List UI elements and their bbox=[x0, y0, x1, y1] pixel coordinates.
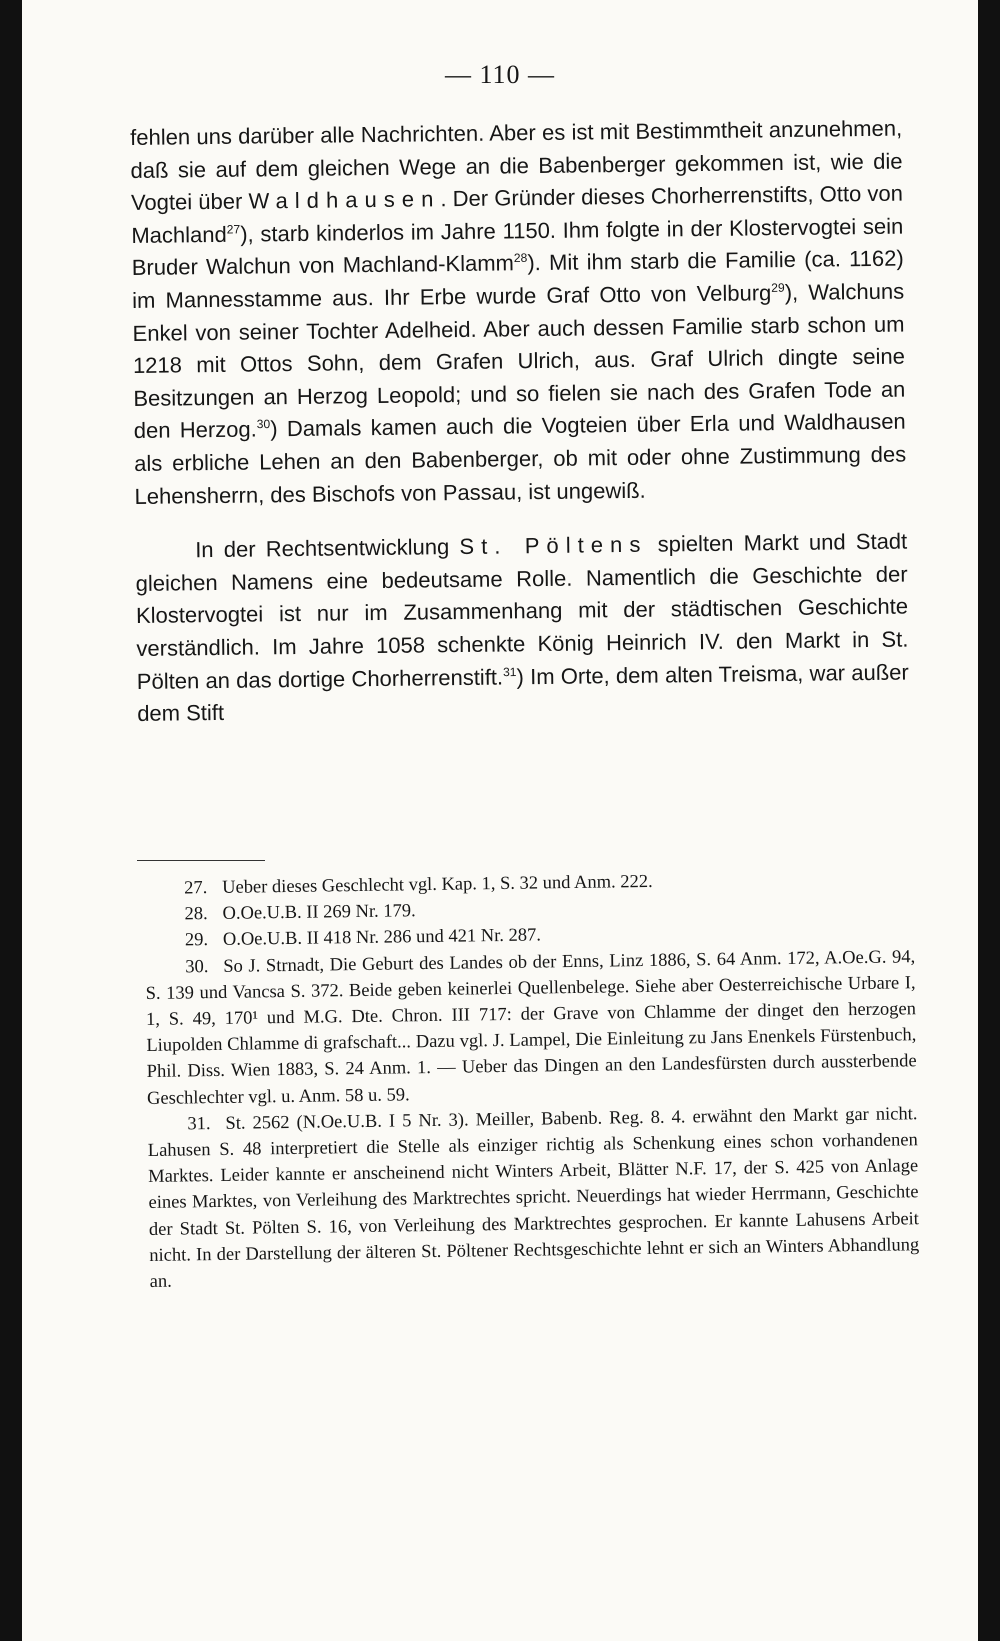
footnote-number: 30. bbox=[185, 956, 209, 978]
paragraph-2-text-3: ) Im Orte, dem alten Treisma, war außer dem Stift bbox=[137, 659, 909, 727]
footnote-ref-28: 28 bbox=[513, 251, 528, 266]
page-number: — 110 — bbox=[444, 60, 556, 89]
footnote-number: 28. bbox=[184, 904, 208, 925]
footnote-number: 27. bbox=[184, 878, 208, 899]
paragraph-1-text-6: ) Damals kamen auch die Vogteien über Erla und Waldhausen als erbliche Lehen an den Babenberger, ob mit oder ohne Zustimmung des Lehensherrn, des Bischofs von Passau, ist ungewiß. bbox=[134, 408, 907, 509]
footnote-separator bbox=[137, 860, 265, 861]
footnote-text: O.Oe.U.B. II 418 Nr. 286 und 421 Nr. 287. bbox=[222, 925, 542, 951]
paragraph-2-text-2: spielten Markt und Stadt gleichen Namens eine bedeutsame Rolle. Namentlich die Geschichte der Klostervogtei ist nur im Zusammenhang mit der städtischen Geschichte verständlich. Im Jahre 1058 schenkte König Heinrich IV. den Markt in St. Pölten an das dortige Chorherrenstift. bbox=[135, 528, 909, 694]
paragraph-2-text-1: In der Rechtsentwicklung bbox=[195, 534, 460, 563]
paragraph-1-text-4: ). Mit ihm starb die Familie (ca. 1162) im Mannesstamme aus. Ihr Erbe wurde Graf Otto von Velburg bbox=[132, 245, 904, 313]
footnote-text: St. 2562 (N.Oe.U.B. I 5 Nr. 3). Meiller, Babenb. Reg. 8. 4. erwähnt den Markt gar nicht. Lahusen S. 48 interpretiert die Stelle als einziger richtig als Schenkung eines schon vorhandenen Marktes. Leider kannte er anscheinend nicht Winters Arbeit, Blätter N.F. 17, der S. 425 von Anlage eines Marktes, von Verleihung des Marktrechtes spricht. Neuerdings hat wieder Herrmann, Geschichte der Stadt St. Pölten S. 16, von Verleihung des Marktrechtes gesprochen. Er kannte Lahusens Arbeit nicht. In der Darstellung der älteren St. Pöltener Rechtsgeschichte lehnt er sich an Winters Abhandlung an. bbox=[147, 1104, 920, 1293]
paragraph-1-text-1: fehlen uns darüber alle Nachrichten. Aber es ist mit Bestimmtheit anzunehmen, daß sie auf dem gleichen Wege an die Babenberger gekommen ist, wie die Vogtei über bbox=[130, 115, 903, 216]
footnote-text: Ueber dieses Geschlecht vgl. Kap. 1, S. 32 und Anm. 222. bbox=[222, 871, 653, 898]
footnote-31 bbox=[147, 1101, 919, 1295]
footnote-number: 29. bbox=[184, 930, 209, 951]
footnote-ref-29: 29 bbox=[771, 280, 785, 295]
footnote-ref-31: 31 bbox=[502, 664, 517, 679]
footnote-number: 31. bbox=[187, 1113, 211, 1135]
book-page bbox=[22, 0, 978, 1641]
footnote-30 bbox=[145, 944, 917, 1112]
footnote-ref-27: 27 bbox=[226, 222, 241, 237]
paragraph-1-text-3: ), starb kinderlos im Jahre 1150. Ihm folgte in der Klostervogtei sein Bruder Walchun von Machland-Klamm bbox=[131, 213, 904, 281]
footnote-text: O.Oe.U.B. II 269 Nr. 179. bbox=[222, 901, 416, 925]
footnotes bbox=[144, 865, 920, 1295]
paragraph-2 bbox=[135, 526, 909, 731]
main-text bbox=[130, 113, 909, 731]
footnote-text: So J. Strnadt, Die Geburt des Landes ob der Enns, Linz 1886, S. 64 Anm. 172, A.Oe.G. 94, S. 139 und Vancsa S. 372. Beide geben keinerlei Quellenbelege. Siehe aber Oesterreichische Urbare I, 1, S. 49, 170¹ und M.G. Dte. Chron. III 717: der Grave von Chlamme der dinget den herzogen Liupolden Chlamme di grafschaft... Dazu vgl. J. Lampel, Die Einleitung zu Jans Enenkels Fürstenbuch, Phil. Diss. Wien 1883, S. 24 Anm. 1. — Ueber das Dingen an den Landesfürsten durch aussterbende Geschlechter vgl. u. Anm. 58 u. 59. bbox=[145, 946, 917, 1109]
spaced-place-name-st-poeltens: St. Pöltens bbox=[459, 531, 648, 560]
paragraph-1 bbox=[130, 113, 907, 514]
spaced-place-name-waldhausen: Waldhausen bbox=[248, 186, 441, 214]
paragraph-1-text-5: ), Walchuns Enkel von seiner Tochter Adelheid. Aber auch dessen Familie starb schon um 1218 mit Ottos Sohn, dem Grafen Ulrich, aus. Graf Ulrich dingte seine Besitzungen an Herzog Leopold; und so fielen sie nach des Grafen Tode an den Herzog. bbox=[132, 278, 906, 444]
footnote-ref-30: 30 bbox=[256, 417, 271, 432]
paragraph-1-text-2: . Der Gründer dieses Chorherrenstifts, Otto von Machland bbox=[131, 180, 904, 248]
